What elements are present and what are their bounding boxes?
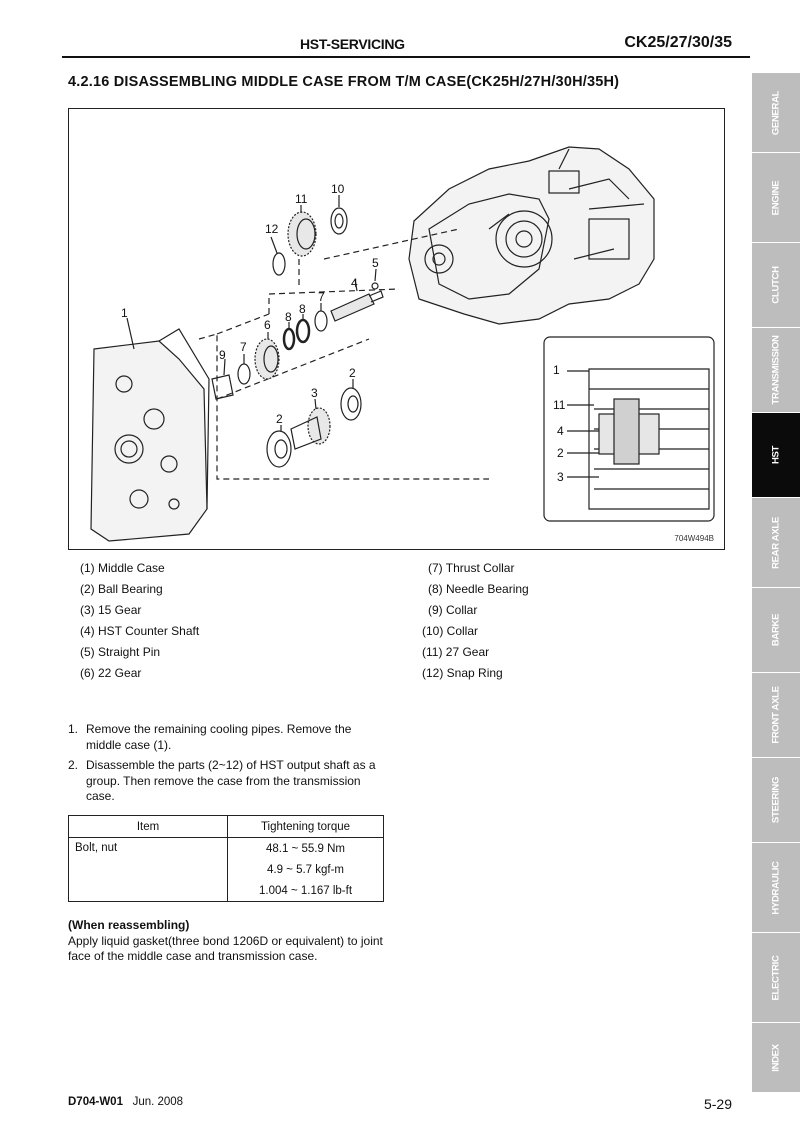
tab-barke[interactable]: BARKE: [752, 587, 800, 672]
list-item: (1) Middle Case: [80, 561, 165, 575]
callout-7b: 7: [240, 340, 247, 354]
reassembling-text: Apply liquid gasket(three bond 1206D or equivalent) to joint face of the middle case and transmission case.: [68, 933, 383, 963]
inset-callout-1: 1: [553, 363, 560, 377]
list-item: (5) Straight Pin: [80, 645, 161, 659]
parts-list-right: [422, 558, 529, 684]
tab-front-axle[interactable]: FRONT AXLE: [752, 672, 800, 757]
callout-10: 10: [331, 182, 345, 196]
callout-5: 5: [372, 256, 379, 270]
exploded-view-illustration: [69, 109, 724, 549]
step-number: 2.: [68, 758, 79, 772]
inset-callout-11: 11: [553, 398, 566, 412]
procedure-steps: [68, 722, 388, 810]
callout-8b: 8: [285, 310, 292, 324]
table-header-item: Item: [69, 816, 228, 838]
callout-6: 6: [264, 318, 271, 332]
callout-1: 1: [121, 306, 128, 320]
torque-table: [68, 815, 384, 902]
list-item: (8) Needle Bearing: [428, 582, 529, 596]
step-2: [68, 758, 388, 805]
list-item: (6) 22 Gear: [80, 666, 142, 680]
list-item: (10) Collar: [422, 624, 479, 638]
parts-list-left: [80, 558, 199, 684]
step-text: Disassemble the parts (2~12) of HST output shaft as a group. Then remove the case from the transmission case.: [86, 758, 376, 803]
list-item: (2) Ball Bearing: [80, 582, 163, 596]
reassembling-note: [68, 918, 398, 965]
callout-7: 7: [318, 290, 325, 304]
figure-code: 704W494B: [674, 534, 714, 543]
table-cell-torque: 1.004 ~ 1.167 lb-ft: [228, 880, 384, 902]
inset-callout-3: 3: [557, 470, 564, 484]
callout-2b: 2: [276, 412, 283, 426]
tab-hydraulic[interactable]: HYDRAULIC: [752, 842, 800, 932]
list-item: (4) HST Counter Shaft: [80, 624, 200, 638]
tab-clutch[interactable]: CLUTCH: [752, 242, 800, 327]
section-title: 4.2.16 DISASSEMBLING MIDDLE CASE FROM T/M CASE(CK25H/27H/30H/35H): [68, 74, 620, 90]
table-cell-torque: 48.1 ~ 55.9 Nm: [228, 838, 384, 860]
list-item: (7) Thrust Collar: [428, 561, 515, 575]
page-number: 5-29: [703, 1096, 732, 1112]
tab-rear-axle[interactable]: REAR AXLE: [752, 497, 800, 587]
tab-transmission[interactable]: TRANSMISSION: [752, 327, 800, 412]
inset-callout-2: 2: [557, 446, 564, 460]
inset-callout-4: 4: [557, 424, 564, 438]
list-item: (3) 15 Gear: [80, 603, 142, 617]
list-item: (9) Collar: [428, 603, 478, 617]
tab-electric[interactable]: ELECTRIC: [752, 932, 800, 1022]
footer-doc-info: [68, 1096, 183, 1108]
tab-hst[interactable]: HST: [752, 412, 800, 497]
footer-doc-code: D704-W01: [68, 1096, 123, 1108]
exploded-view-figure: [68, 108, 725, 550]
table-cell-torque: 4.9 ~ 5.7 kgf-m: [228, 859, 384, 880]
callout-11: 11: [295, 192, 308, 206]
step-number: 1.: [68, 722, 79, 736]
callout-12: 12: [265, 222, 279, 236]
tab-engine[interactable]: ENGINE: [752, 152, 800, 242]
callout-2: 2: [349, 366, 356, 380]
list-item: (12) Snap Ring: [422, 666, 503, 680]
callout-9: 9: [219, 348, 226, 362]
tab-steering[interactable]: STEERING: [752, 757, 800, 842]
footer-date: Jun. 2008: [132, 1096, 184, 1108]
step-1: [68, 722, 388, 753]
step-text: Remove the remaining cooling pipes. Remove the middle case (1).: [86, 722, 352, 752]
tab-general[interactable]: GENERAL: [752, 72, 800, 152]
header-rule: [62, 56, 750, 58]
callout-4: 4: [351, 276, 358, 290]
callout-8: 8: [299, 302, 306, 316]
table-header-torque: Tightening torque: [228, 816, 384, 838]
reassembling-heading: (When reassembling): [68, 918, 190, 932]
header-section-title: HST-SERVICING: [300, 36, 405, 52]
callout-3: 3: [311, 386, 318, 400]
table-cell-item: Bolt, nut: [69, 838, 228, 902]
header-model-range: CK25/27/30/35: [624, 34, 732, 51]
list-item: (11) 27 Gear: [422, 645, 490, 659]
tab-index[interactable]: INDEX: [752, 1022, 800, 1092]
table-row: [69, 838, 384, 860]
